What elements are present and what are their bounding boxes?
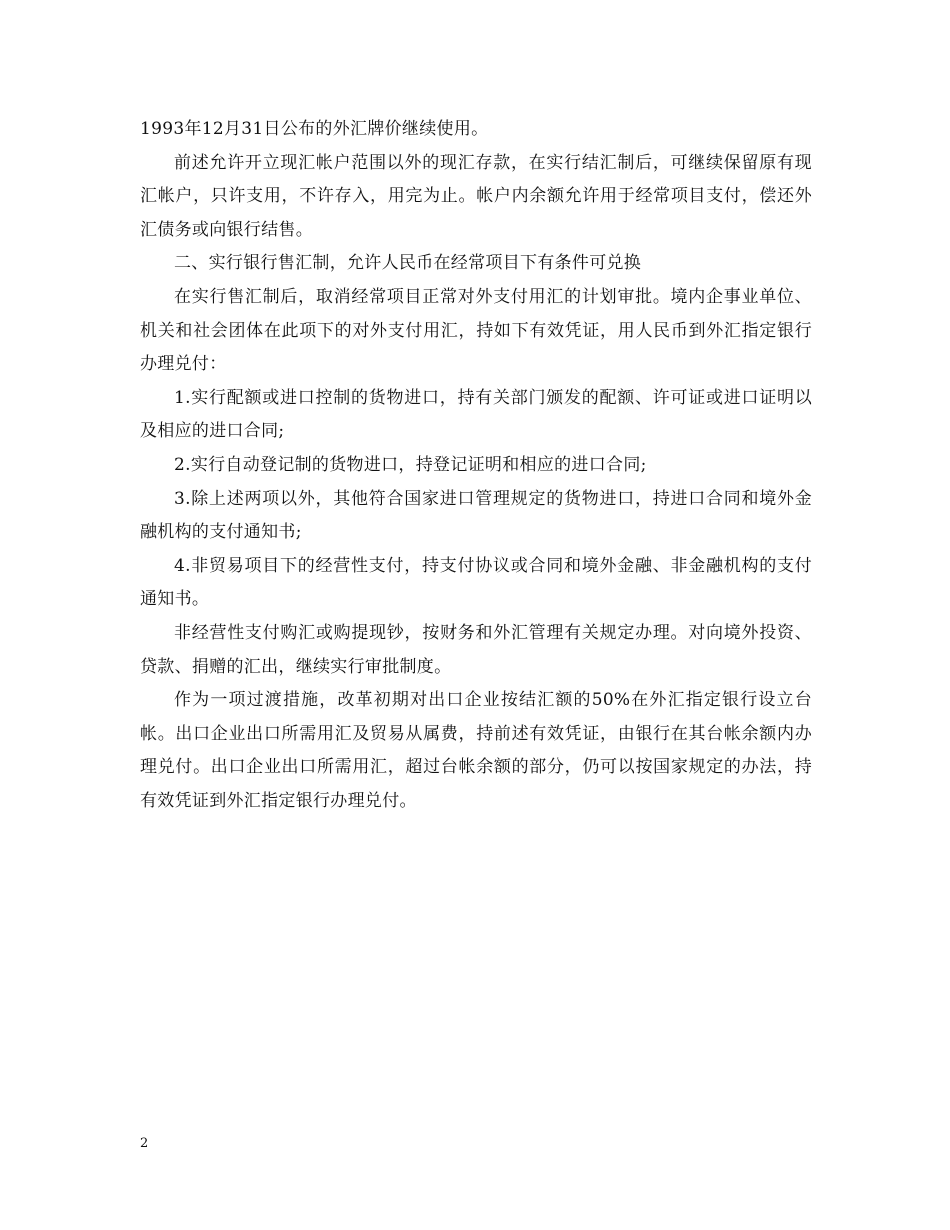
paragraph-2: 前述允许开立现汇帐户范围以外的现汇存款，在实行结汇制后，可继续保留原有现汇帐户，只许支用，不许存入，用完为止。帐户内余额允许用于经常项目支付，偿还外汇债务或向银行结售。 bbox=[140, 152, 812, 240]
list-item-2: 2.实行自动登记制的货物进口，持登记证明和相应的进口合同; bbox=[174, 454, 647, 475]
list-item-3: 3.除上述两项以外，其他符合国家进口管理规定的货物进口，持进口合同和境外金融机构的支付通知书; bbox=[140, 488, 812, 543]
list-item-4: 4.非贸易项目下的经营性支付，持支付协议或合同和境外金融、非金融机构的支付通知书。 bbox=[140, 555, 812, 610]
paragraph-1: 1993年12月31日公布的外汇牌价继续使用。 bbox=[140, 119, 489, 139]
section-heading: 二、实行银行售汇制，允许人民币在经常项目下有条件可兑换 bbox=[174, 253, 642, 274]
list-item-1: 1.实行配额或进口控制的货物进口，持有关部门颁发的配额、许可证或进口证明以及相应的进口合同; bbox=[140, 387, 812, 442]
page-number: 2 bbox=[140, 1136, 149, 1151]
paragraph-3: 在实行售汇制后，取消经常项目正常对外支付用汇的计划审批。境内企事业单位、机关和社会团体在此项下的对外支付用汇，持如下有效凭证，用人民币到外汇指定银行办理兑付： bbox=[140, 286, 812, 375]
paragraph-4: 非经营性支付购汇或购提现钞，按财务和外汇管理有关规定办理。对向境外投资、贷款、捐赠的汇出，继续实行审批制度。 bbox=[140, 622, 812, 677]
body-text bbox=[140, 113, 812, 818]
paragraph-5: 作为一项过渡措施，改革初期对出口企业按结汇额的50%在外汇指定银行设立台帐。出口企业出口所需用汇及贸易从属费，持前述有效凭证，由银行在其台帐余额内办理兑付。出口企业出口所需用汇，超过台帐余额的部分，仍可以按国家规定的办法，持有效凭证到外汇指定银行办理兑付。 bbox=[140, 690, 812, 811]
